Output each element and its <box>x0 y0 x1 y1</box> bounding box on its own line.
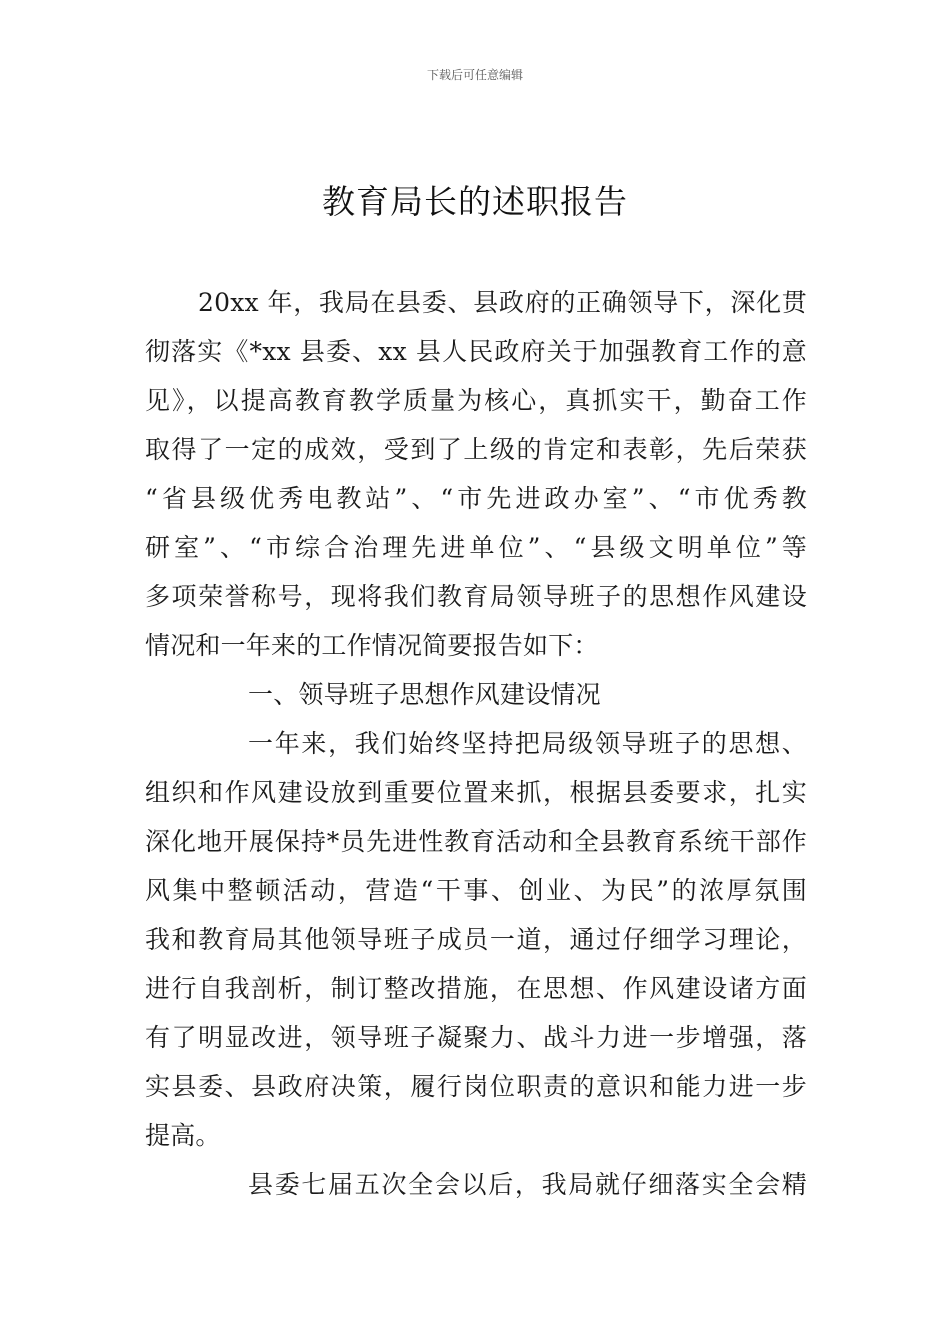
document-title: 教育局长的述职报告 <box>322 182 628 221</box>
text-line: 情况和一年来的工作情况简要报告如下： <box>145 631 599 660</box>
paragraph-section-1 <box>145 719 807 1160</box>
text-line: 风集中整顿活动，营造“干事、创业、为民”的浓厚氛围 <box>145 876 807 905</box>
text-line: 取得了一定的成效，受到了上级的肯定和表彰，先后荣获 <box>145 435 807 464</box>
text-line: 我和教育局其他领导班子成员一道，通过仔细学习理论， <box>145 925 807 954</box>
text-line: 有了明显改进，领导班子凝聚力、战斗力进一步增强，落 <box>145 1023 807 1052</box>
text-line: 县委七届五次全会以后，我局就仔细落实全会精 <box>248 1170 807 1199</box>
text-line: 见》，以提高教育教学质量为核心，真抓实干，勤奋工作 <box>145 386 807 415</box>
text-line: “省县级优秀电教站”、“市先进政办室”、“市优秀教 <box>145 484 807 513</box>
section-heading-text: 一、领导班子思想作风建设情况 <box>248 680 601 709</box>
paragraph-intro <box>145 278 807 670</box>
text-line: 多项荣誉称号，现将我们教育局领导班子的思想作风建设 <box>145 582 807 611</box>
text-line: 深化地开展保持*员先进性教育活动和全县教育系统干部作 <box>145 827 807 856</box>
text-line: 组织和作风建设放到重要位置来抓，根据县委要求，扎实 <box>145 778 807 807</box>
text-line: 实县委、县政府决策，履行岗位职责的意识和能力进一步 <box>145 1072 807 1101</box>
text-line: 一年来，我们始终坚持把局级领导班子的思想、 <box>248 729 807 758</box>
text-line: 提高。 <box>145 1121 221 1150</box>
header-note: 下载后可任意编辑 <box>426 68 523 82</box>
text-line: 研室”、“市综合治理先进单位”、“县级文明单位”等 <box>145 533 807 562</box>
text-line: 彻落实《*xx 县委、xx 县人民政府关于加强教育工作的意 <box>145 337 807 366</box>
document-body <box>145 278 807 1209</box>
paragraph-section-1-cont <box>145 1160 807 1209</box>
text-line: 进行自我剖析，制订整改措施，在思想、作风建设诸方面 <box>145 974 807 1003</box>
text-line: 20xx 年，我局在县委、县政府的正确领导下，深化贯 <box>198 288 807 317</box>
section-heading <box>145 670 807 719</box>
